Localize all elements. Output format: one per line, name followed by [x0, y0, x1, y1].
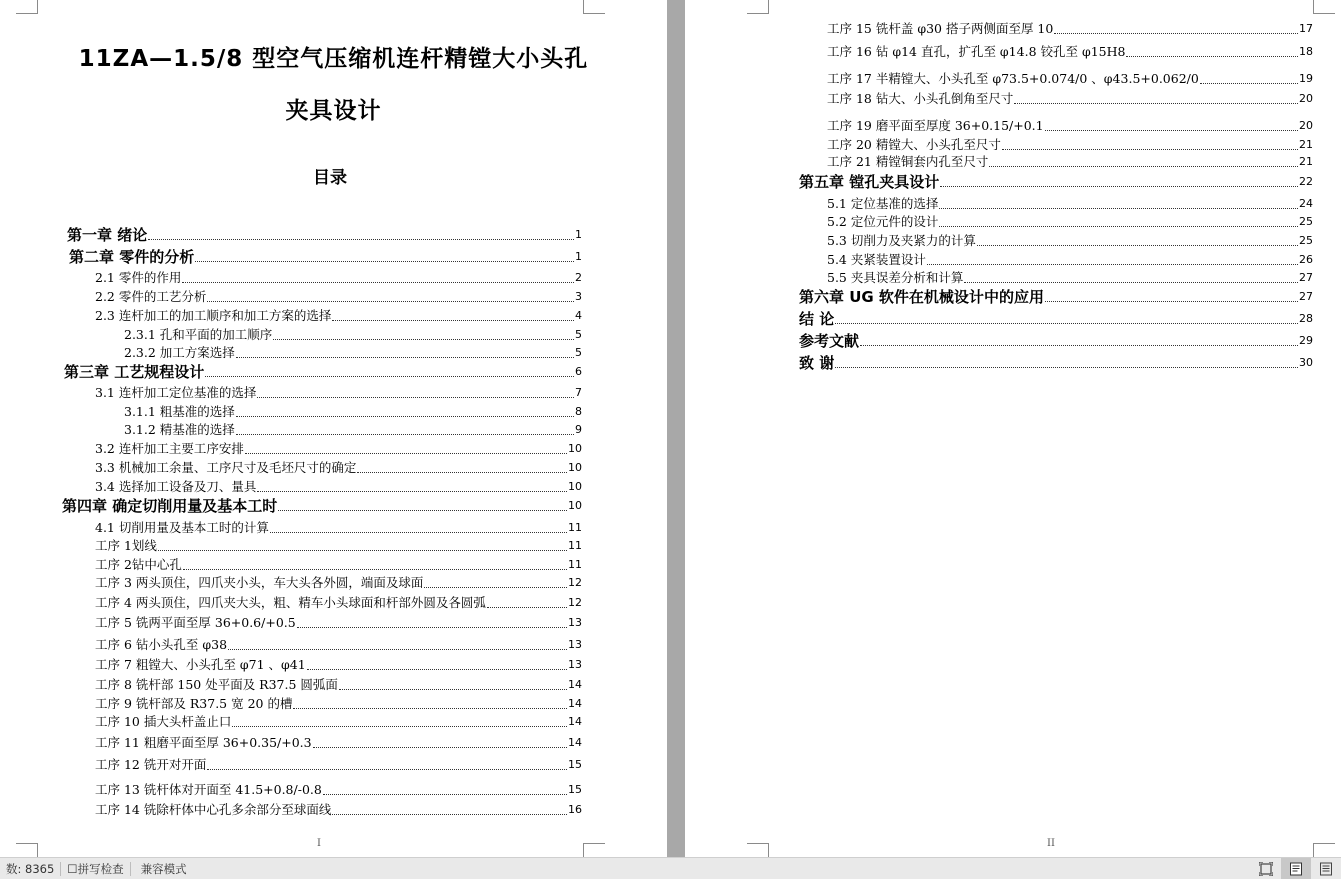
toc-entry-title: 工序 4 两头顶住，四爪夹大头，粗、精车小头球面和杆部外圆及各圆弧: [95, 595, 486, 610]
toc-entry[interactable]: [827, 232, 1313, 250]
table-of-contents-page-1: [0, 0, 667, 857]
toc-entry[interactable]: [799, 354, 1313, 372]
toc-entry-title: 工序 1划线: [95, 538, 157, 553]
toc-entry[interactable]: [67, 226, 582, 244]
toc-entry[interactable]: [124, 344, 582, 362]
toc-entry-page-number: 21: [1299, 138, 1313, 151]
toc-entry-page-number: 5: [575, 346, 582, 359]
toc-entry-page-number: 10: [568, 442, 582, 455]
compat-mode-status[interactable]: 兼容模式: [140, 861, 187, 876]
toc-entry-title: 3.2 连杆加工主要工序安排: [95, 441, 244, 456]
toc-entry-title: 工序 12 铣开对开面: [95, 757, 207, 772]
toc-entry-page-number: 14: [568, 736, 582, 749]
toc-entry[interactable]: [95, 713, 582, 731]
toc-entry-page-number: 25: [1299, 234, 1313, 247]
toc-entry-page-number: 29: [1299, 334, 1313, 347]
toc-entry-title: 工序 16 钻 φ14 直孔，扩孔至 φ14.8 铰孔至 φ15H8: [827, 44, 1126, 59]
spell-check-label: 拼写检查: [77, 861, 124, 876]
toc-dot-leader: [939, 226, 1298, 227]
toc-entry-title: 3.1.2 精基准的选择: [124, 422, 235, 437]
toc-entry[interactable]: [827, 195, 1313, 213]
toc-entry-page-number: 16: [568, 803, 582, 816]
toc-entry[interactable]: [799, 310, 1313, 328]
toc-entry[interactable]: [827, 43, 1313, 61]
toc-entry-title: 工序 8 铣杆部 150 处平面及 R37.5 圆弧面: [95, 677, 338, 692]
toc-entry[interactable]: [95, 656, 582, 674]
toc-entry[interactable]: [95, 288, 582, 306]
toc-entry-title: 第六章 UG 软件在机械设计中的应用: [799, 288, 1044, 306]
toc-entry-title: 工序 20 精镗大、小头孔至尺寸: [827, 137, 1001, 152]
toc-dot-leader: [228, 649, 567, 650]
toc-entry-title: 2.2 零件的工艺分析: [95, 289, 207, 304]
toc-entry-page-number: 18: [1299, 45, 1313, 58]
toc-entry-page-number: 26: [1299, 253, 1313, 266]
toc-dot-leader: [927, 264, 1298, 265]
toc-dot-leader: [1126, 56, 1298, 57]
toc-entry-page-number: 15: [568, 758, 582, 771]
toc-entry[interactable]: [95, 594, 582, 612]
toc-entry[interactable]: [827, 90, 1313, 108]
toc-entry[interactable]: [95, 478, 582, 496]
toc-entry-title: 5.4 夹紧装置设计: [827, 252, 926, 267]
toc-entry-page-number: 27: [1299, 271, 1313, 284]
toc-dot-leader: [236, 357, 574, 358]
toc-entry[interactable]: [64, 363, 582, 381]
toc-entry-page-number: 12: [568, 596, 582, 609]
toc-entry[interactable]: [827, 251, 1313, 269]
toc-entry-page-number: 28: [1299, 312, 1313, 325]
toc-dot-leader: [835, 323, 1298, 324]
toc-entry-title: 5.2 定位元件的设计: [827, 214, 939, 229]
toc-entry-title: 工序 11 粗磨平面至厚 36+0.35/+0.3: [95, 735, 312, 750]
toc-entry-title: 3.4 选择加工设备及刀、量具: [95, 479, 257, 494]
toc-entry-title: 4.1 切削用量及基本工时的计算: [95, 520, 269, 535]
toc-dot-leader: [1002, 149, 1298, 150]
toc-entry-page-number: 9: [575, 423, 582, 436]
toc-entry-title: 第五章 镗孔夹具设计: [799, 173, 940, 191]
toc-entry[interactable]: [799, 288, 1313, 306]
toc-entry-page-number: 1: [575, 250, 582, 263]
toc-dot-leader: [278, 510, 567, 511]
toc-entry-title: 工序 13 铣杆体对开面至 41.5+0.8/-0.8: [95, 782, 322, 797]
toc-entry-title: 5.1 定位基准的选择: [827, 196, 939, 211]
view-switcher: [1251, 858, 1341, 879]
toc-entry[interactable]: [827, 136, 1313, 154]
print-layout-view-button[interactable]: [1281, 858, 1311, 879]
document-page-2[interactable]: [685, 0, 1341, 857]
toc-entry[interactable]: [799, 332, 1313, 350]
toc-dot-leader: [273, 339, 574, 340]
toc-entry-title: 3.1.1 粗基准的选择: [124, 404, 235, 419]
table-of-contents-page-2: [685, 0, 1341, 857]
toc-dot-leader: [195, 261, 574, 262]
toc-entry-page-number: 7: [575, 386, 582, 399]
status-bar: [0, 857, 1341, 879]
toc-entry-title: 工序 7 粗镗大、小头孔至 φ71 、φ41: [95, 657, 306, 672]
toc-entry-title: 5.3 切削力及夹紧力的计算: [827, 233, 976, 248]
toc-entry-page-number: 14: [568, 715, 582, 728]
toc-dot-leader: [332, 814, 567, 815]
toc-dot-leader: [860, 345, 1298, 346]
toc-entry[interactable]: [69, 248, 582, 266]
document-title-line-2: 夹具设计: [285, 98, 382, 124]
document-title-line-1: 11ZA—1.5/8 型空气压缩机连杆精镗大小头孔: [78, 46, 589, 72]
toc-entry-title: 工序 3 两头顶住，四爪夹小头，车大头各外圆，端面及球面: [95, 575, 424, 590]
toc-entry[interactable]: [95, 307, 582, 325]
toc-entry-title: 第一章 绪论: [67, 226, 148, 244]
toc-entry-page-number: 15: [568, 783, 582, 796]
toc-entry-page-number: 13: [568, 638, 582, 651]
toc-entry-title: 2.3 连杆加工的加工顺序和加工方案的选择: [95, 308, 332, 323]
toc-entry-page-number: 10: [568, 480, 582, 493]
toc-entry-title: 结 论: [799, 310, 835, 328]
toc-entry[interactable]: [827, 117, 1313, 135]
toc-entry-title: 工序 9 铣杆部及 R37.5 宽 20 的槽: [95, 696, 293, 711]
toc-dot-leader: [424, 587, 567, 588]
toc-dot-leader: [1054, 33, 1298, 34]
toc-dot-leader: [313, 747, 567, 748]
toc-entry[interactable]: [827, 153, 1313, 171]
toc-entry-page-number: 5: [575, 328, 582, 341]
toc-entry[interactable]: [95, 519, 582, 537]
toc-dot-leader: [205, 376, 574, 377]
toc-entry-page-number: 11: [568, 558, 582, 571]
toc-entry-page-number: 17: [1299, 22, 1313, 35]
toc-entry-title: 工序 6 钻小头孔至 φ38: [95, 637, 228, 652]
toc-entry[interactable]: [827, 20, 1313, 38]
toc-entry[interactable]: [124, 326, 582, 344]
toc-entry-page-number: 20: [1299, 119, 1313, 132]
toc-entry-page-number: 1: [575, 228, 582, 241]
toc-entry[interactable]: [95, 574, 582, 592]
toc-dot-leader: [293, 708, 567, 709]
document-page-1[interactable]: [0, 0, 667, 857]
toc-entry[interactable]: [124, 421, 582, 439]
toc-entry-title: 5.5 夹具误差分析和计算: [827, 270, 964, 285]
toc-dot-leader: [323, 794, 567, 795]
spell-check-status[interactable]: [61, 862, 130, 876]
toc-entry-page-number: 27: [1299, 290, 1313, 303]
toc-entry[interactable]: [95, 781, 582, 799]
toc-entry-title: 第四章 确定切削用量及基本工时: [62, 497, 278, 515]
toc-entry[interactable]: [95, 734, 582, 752]
toc-dot-leader: [1045, 130, 1298, 131]
outline-view-icon: [1319, 862, 1333, 876]
toc-dot-leader: [245, 453, 567, 454]
toc-entry[interactable]: [827, 70, 1313, 88]
toc-dot-leader: [964, 282, 1298, 283]
toc-dot-leader: [257, 491, 567, 492]
toc-entry[interactable]: [95, 676, 582, 694]
toc-dot-leader: [232, 726, 567, 727]
toc-entry-title: 工序 10 插大头杆盖止口: [95, 714, 232, 729]
page-view-icon: [1289, 862, 1303, 876]
toc-entry[interactable]: [95, 695, 582, 713]
toc-entry[interactable]: [799, 173, 1313, 191]
toc-dot-leader: [940, 186, 1298, 187]
toc-entry[interactable]: [124, 403, 582, 421]
toc-heading: 目录: [313, 168, 347, 188]
toc-dot-leader: [236, 434, 574, 435]
page-number-footer: I: [317, 838, 321, 849]
toc-entry-page-number: 20: [1299, 92, 1313, 105]
toc-dot-leader: [977, 245, 1298, 246]
checkbox-icon: ☐: [67, 861, 78, 876]
toc-dot-leader: [307, 669, 567, 670]
toc-dot-leader: [357, 472, 567, 473]
toc-dot-leader: [339, 689, 567, 690]
toc-dot-leader: [1014, 103, 1298, 104]
toc-dot-leader: [1045, 301, 1298, 302]
toc-dot-leader: [183, 569, 567, 570]
toc-entry-title: 工序 18 钻大、小头孔倒角至尺寸: [827, 91, 1014, 106]
toc-entry-title: 2.1 零件的作用: [95, 270, 182, 285]
toc-dot-leader: [182, 282, 574, 283]
toc-entry[interactable]: [827, 213, 1313, 231]
word-count[interactable]: 数: 8365: [0, 862, 61, 876]
toc-entry[interactable]: [95, 459, 582, 477]
toc-entry[interactable]: [95, 636, 582, 654]
toc-entry-page-number: 22: [1299, 175, 1313, 188]
toc-entry-page-number: 14: [568, 678, 582, 691]
toc-entry-title: 工序 21 精镗铜套内孔至尺寸: [827, 154, 989, 169]
toc-entry[interactable]: [95, 384, 582, 402]
toc-entry-title: 工序 14 铣除杆体中心孔多余部分至球面线: [95, 802, 332, 817]
toc-entry-title: 3.1 连杆加工定位基准的选择: [95, 385, 257, 400]
toc-dot-leader: [257, 397, 574, 398]
toc-entry[interactable]: [95, 801, 582, 819]
toc-entry-page-number: 10: [568, 499, 582, 512]
toc-entry-page-number: 8: [575, 405, 582, 418]
page-number-footer: II: [1047, 838, 1055, 849]
toc-entry-page-number: 3: [575, 290, 582, 303]
toc-entry-title: 参考文献: [799, 332, 860, 350]
toc-entry[interactable]: [62, 497, 582, 515]
toc-dot-leader: [297, 627, 567, 628]
toc-entry-title: 2.3.1 孔和平面的加工顺序: [124, 327, 273, 342]
toc-entry[interactable]: [95, 537, 582, 555]
toc-dot-leader: [1200, 83, 1298, 84]
toc-dot-leader: [148, 239, 574, 240]
toc-entry-title: 致 谢: [799, 354, 835, 372]
toc-entry-page-number: 11: [568, 539, 582, 552]
toc-dot-leader: [939, 208, 1298, 209]
toc-entry[interactable]: [827, 269, 1313, 287]
toc-entry[interactable]: [95, 556, 582, 574]
toc-dot-leader: [207, 301, 574, 302]
full-screen-view-button[interactable]: [1251, 858, 1281, 879]
toc-entry-title: 2.3.2 加工方案选择: [124, 345, 235, 360]
toc-entry-title: 工序 5 铣两平面至厚 36+0.6/+0.5: [95, 615, 296, 630]
toc-entry-page-number: 24: [1299, 197, 1313, 210]
toc-entry-page-number: 11: [568, 521, 582, 534]
toc-entry-page-number: 4: [575, 309, 582, 322]
toc-entry-page-number: 10: [568, 461, 582, 474]
web-layout-view-button[interactable]: [1311, 858, 1341, 879]
toc-entry-page-number: 25: [1299, 215, 1313, 228]
toc-dot-leader: [207, 769, 567, 770]
toc-entry[interactable]: [95, 614, 582, 632]
toc-entry[interactable]: [95, 269, 582, 287]
toc-dot-leader: [989, 166, 1298, 167]
fullscreen-icon: [1259, 862, 1273, 876]
toc-dot-leader: [835, 367, 1298, 368]
toc-entry-title: 工序 17 半精镗大、小头孔至 φ73.5+0.074/0 、φ43.5+0.062/0: [827, 71, 1199, 86]
toc-entry-title: 第二章 零件的分析: [69, 248, 195, 266]
toc-entry[interactable]: [95, 440, 582, 458]
toc-entry-title: 第三章 工艺规程设计: [64, 363, 205, 381]
toc-entry-title: 工序 2钻中心孔: [95, 557, 182, 572]
toc-entry-page-number: 6: [575, 365, 582, 378]
toc-entry-page-number: 30: [1299, 356, 1313, 369]
toc-entry-page-number: 14: [568, 697, 582, 710]
toc-dot-leader: [158, 550, 567, 551]
toc-entry-page-number: 13: [568, 616, 582, 629]
toc-entry-title: 3.3 机械加工余量、工序尺寸及毛坯尺寸的确定: [95, 460, 357, 475]
toc-dot-leader: [236, 416, 574, 417]
toc-dot-leader: [487, 607, 567, 608]
toc-entry-page-number: 2: [575, 271, 582, 284]
toc-dot-leader: [270, 532, 567, 533]
toc-entry-title: 工序 15 铣杆盖 φ30 搭子两侧面至厚 10: [827, 21, 1054, 36]
toc-entry[interactable]: [95, 756, 582, 774]
toc-entry-title: 工序 19 磨平面至厚度 36+0.15/+0.1: [827, 118, 1044, 133]
toc-dot-leader: [332, 320, 574, 321]
toc-entry-page-number: 21: [1299, 155, 1313, 168]
toc-entry-page-number: 19: [1299, 72, 1313, 85]
toc-entry-page-number: 13: [568, 658, 582, 671]
toc-entry-page-number: 12: [568, 576, 582, 589]
